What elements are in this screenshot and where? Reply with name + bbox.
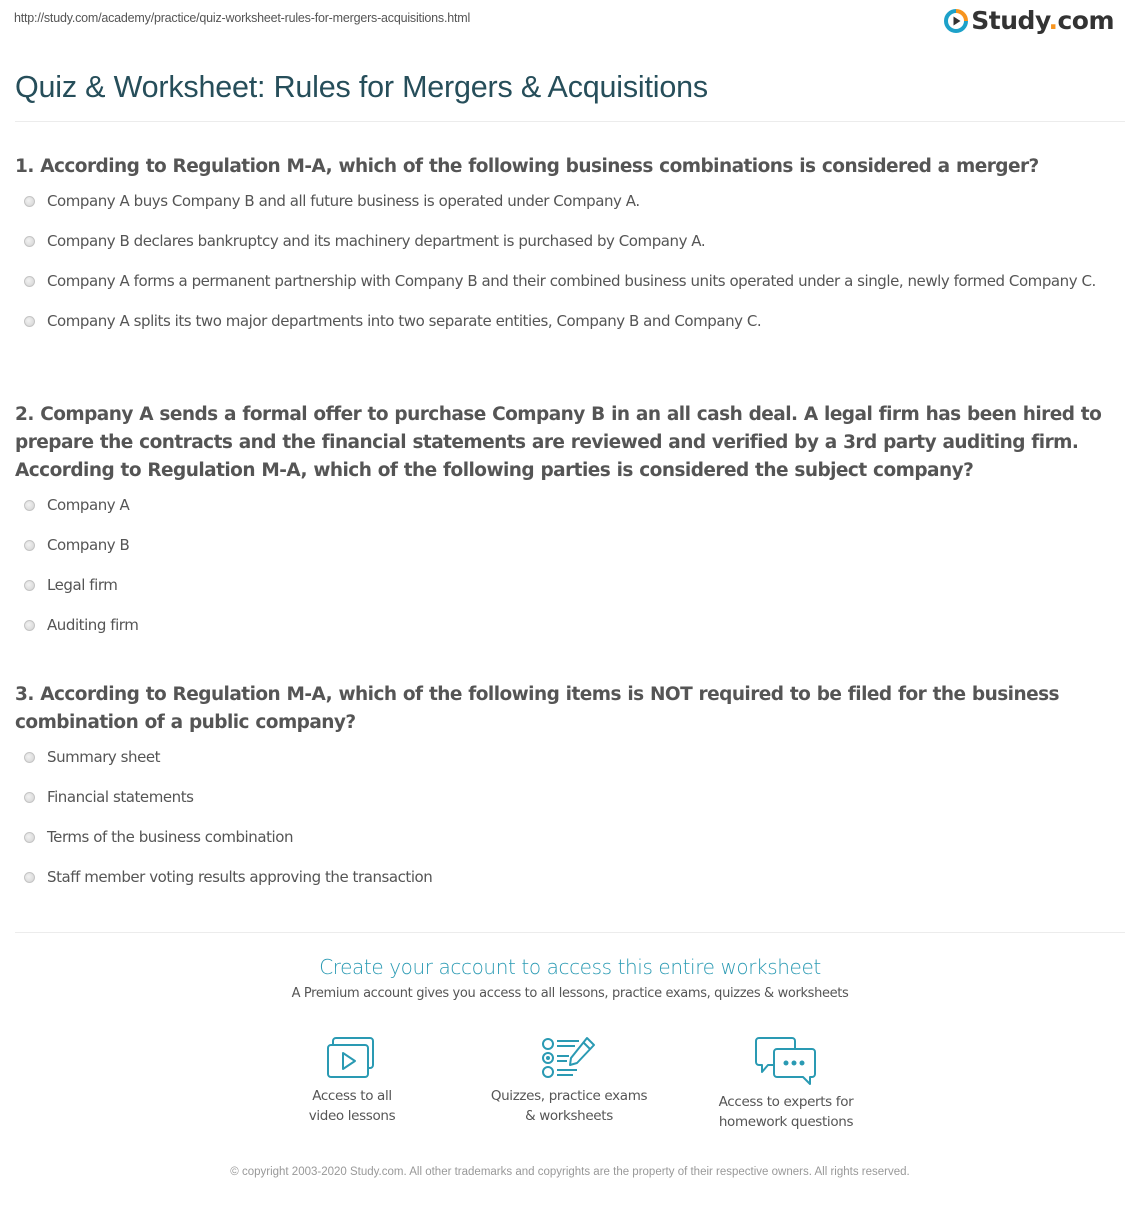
option-label: Company B: [47, 536, 130, 554]
play-circle-logo-icon: [944, 9, 968, 33]
question-text: 1. According to Regulation M-A, which of the following business combinations is considered a merger?: [15, 156, 1039, 177]
answer-option[interactable]: [15, 865, 1125, 889]
option-label: Company A: [47, 496, 130, 514]
answer-option[interactable]: [15, 613, 1125, 637]
cta-subtitle: A Premium account gives you access to all lessons, practice exams, quizzes & worksheets: [291, 986, 849, 1001]
answer-option[interactable]: [15, 493, 1125, 517]
option-label: Terms of the business combination: [47, 828, 294, 846]
question-2: [15, 401, 1125, 653]
answer-option[interactable]: [15, 189, 1125, 213]
feature-quizzes: [469, 1036, 669, 1126]
radio-button[interactable]: [24, 500, 35, 511]
question-1: [15, 153, 1125, 349]
option-label: Staff member voting results approving the transaction: [47, 868, 433, 886]
radio-button[interactable]: [24, 752, 35, 763]
answer-option[interactable]: [15, 745, 1125, 769]
answer-option[interactable]: [15, 785, 1125, 809]
question-3: [15, 681, 1125, 905]
quiz-checklist-icon: [469, 1036, 669, 1080]
feature-video-lessons: [252, 1036, 452, 1126]
radio-button[interactable]: [24, 620, 35, 631]
option-label: Legal firm: [47, 576, 118, 594]
answer-option[interactable]: [15, 309, 1125, 333]
answer-options: [15, 189, 1125, 333]
answer-option[interactable]: [15, 533, 1125, 557]
radio-button[interactable]: [24, 872, 35, 883]
feature-label: Access to experts for homework questions: [718, 1094, 854, 1130]
option-label: Company A forms a permanent partnership with Company B and their combined business units operated under a single, newly formed Company C.: [47, 272, 1096, 290]
radio-button[interactable]: [24, 236, 35, 247]
title-divider: [15, 121, 1125, 122]
answer-option[interactable]: [15, 269, 1125, 293]
radio-button[interactable]: [24, 276, 35, 287]
logo-wordmark: Study.com: [971, 6, 1114, 35]
answer-options: [15, 493, 1125, 637]
feature-label: Quizzes, practice exams & worksheets: [490, 1088, 648, 1124]
radio-button[interactable]: [24, 196, 35, 207]
page-title: Quiz & Worksheet: Rules for Mergers & Acquisitions: [15, 70, 708, 104]
radio-button[interactable]: [24, 316, 35, 327]
answer-option[interactable]: [15, 573, 1125, 597]
feature-experts: [686, 1036, 886, 1132]
option-label: Auditing firm: [47, 616, 139, 634]
video-lessons-icon: [252, 1036, 452, 1080]
answer-option[interactable]: [15, 825, 1125, 849]
radio-button[interactable]: [24, 792, 35, 803]
option-label: Company A buys Company B and all future business is operated under Company A.: [47, 192, 640, 210]
option-label: Financial statements: [47, 788, 194, 806]
section-divider: [15, 932, 1125, 933]
question-text: 2. Company A sends a formal offer to purchase Company B in an all cash deal. A legal firm has been hired to prepare the contracts and the financial statements are reviewed and verified by a 3rd party auditing firm. According to Regulation M-A, which of the following parties is considered the subject company?: [15, 404, 1102, 481]
radio-button[interactable]: [24, 540, 35, 551]
answer-option[interactable]: [15, 229, 1125, 253]
option-label: Company B declares bankruptcy and its machinery department is purchased by Company A.: [47, 232, 706, 250]
option-label: Company A splits its two major departments into two separate entities, Company B and Company C.: [47, 312, 762, 330]
answer-options: [15, 745, 1125, 889]
page-url: http://study.com/academy/practice/quiz-worksheet-rules-for-mergers-acquisitions.html: [14, 11, 471, 25]
radio-button[interactable]: [24, 832, 35, 843]
create-account-link[interactable]: Create your account to access this entire worksheet: [319, 955, 821, 979]
chat-bubbles-icon: [686, 1036, 886, 1086]
copyright-notice: © copyright 2003-2020 Study.com. All other trademarks and copyrights are the property of their respective owners. All rights reserved.: [230, 1166, 910, 1178]
study-com-logo[interactable]: [944, 8, 1114, 33]
question-text: 3. According to Regulation M-A, which of the following items is NOT required to be filed for the business combination of a public company?: [15, 684, 1059, 733]
option-label: Summary sheet: [47, 748, 161, 766]
feature-label: Access to all video lessons: [308, 1088, 396, 1124]
radio-button[interactable]: [24, 580, 35, 591]
